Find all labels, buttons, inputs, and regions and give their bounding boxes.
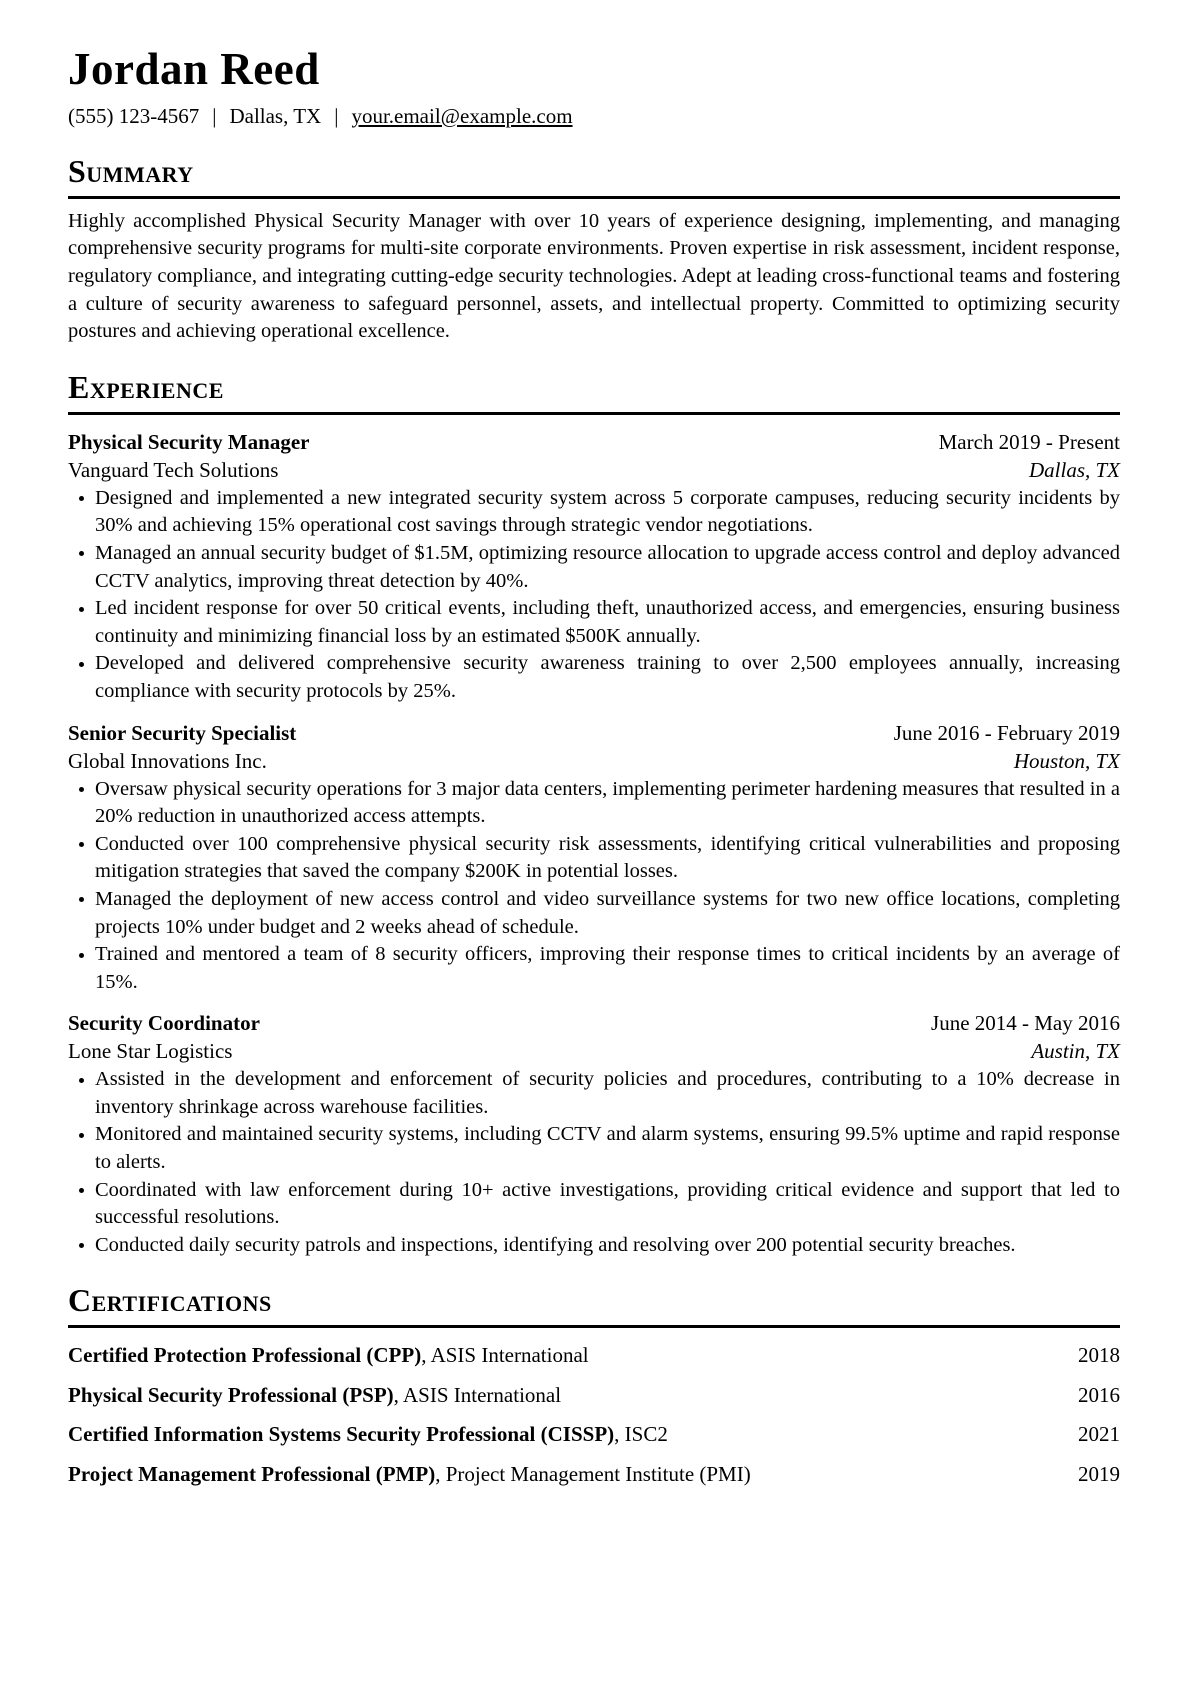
certification-issuer: ASIS International — [403, 1382, 562, 1407]
job-title-row — [68, 428, 1120, 456]
bullet-item: Coordinated with law enforcement during 10+ active investigations, providing critical evidence and support that led to successful resolutions. — [68, 1177, 1120, 1232]
location-text: Dallas, TX — [229, 103, 322, 128]
job-company: Global Innovations Inc. — [68, 748, 267, 773]
certification-name: Project Management Professional (PMP) — [68, 1461, 436, 1486]
certification-row — [68, 1342, 1120, 1369]
certification-label — [68, 1382, 561, 1409]
bullet-item: Led incident response for over 50 critical events, including theft, unauthorized access, and emergencies, ensuring business continuity and minimizing financial loss by an estimated $500K annually. — [68, 595, 1120, 650]
job-title: Security Coordinator — [68, 1011, 260, 1036]
job-entry — [68, 719, 1120, 997]
certifications-heading: Certifications — [68, 1281, 1120, 1328]
job-company-row — [68, 747, 1120, 775]
job-title: Physical Security Manager — [68, 429, 310, 454]
certification-separator: , — [435, 1461, 446, 1486]
section-summary — [68, 152, 1120, 346]
bullet-item: Designed and implemented a new integrated security system across 5 corporate campuses, reducing security incidents by 30% and achieving 15% operational cost savings through strategic vendor negotiations. — [68, 485, 1120, 540]
bullet-item: Assisted in the development and enforcement of security policies and procedures, contributing to a 10% decrease in inventory shrinkage across warehouse facilities. — [68, 1066, 1120, 1121]
header — [68, 44, 1120, 130]
certification-separator: , — [393, 1382, 404, 1407]
certification-row — [68, 1382, 1120, 1409]
job-entry — [68, 1009, 1120, 1259]
job-title: Senior Security Specialist — [68, 720, 297, 745]
certification-label — [68, 1421, 668, 1448]
certification-year: 2019 — [1078, 1461, 1120, 1486]
separator-bar: | — [334, 103, 339, 128]
job-title-row — [68, 1009, 1120, 1037]
certification-label — [68, 1342, 589, 1369]
job-company-row — [68, 456, 1120, 484]
job-location: Austin, TX — [1031, 1039, 1120, 1064]
certification-separator: , — [614, 1422, 625, 1447]
certification-issuer: Project Management Institute (PMI) — [445, 1461, 751, 1486]
job-company: Vanguard Tech Solutions — [68, 457, 279, 482]
section-experience — [68, 368, 1120, 1260]
job-dates: June 2014 - May 2016 — [931, 1011, 1120, 1036]
contact-line — [68, 102, 1120, 130]
bullet-item: Trained and mentored a team of 8 security officers, improving their response times to critical incidents by an average of 15%. — [68, 941, 1120, 996]
certification-label — [68, 1461, 751, 1488]
bullet-item: Managed an annual security budget of $1.5M, optimizing resource allocation to upgrade access control and deploy advanced CCTV analytics, improving threat detection by 40%. — [68, 540, 1120, 595]
job-location: Houston, TX — [1013, 748, 1120, 773]
summary-heading: Summary — [68, 152, 1120, 199]
bullet-item: Oversaw physical security operations for 3 major data centers, implementing perimeter hardening measures that resulted in a 20% reduction in unauthorized access attempts. — [68, 776, 1120, 831]
job-entry — [68, 428, 1120, 706]
job-title-row — [68, 719, 1120, 747]
bullet-item: Conducted over 100 comprehensive physical security risk assessments, identifying critical vulnerabilities and proposing mitigation strategies that saved the company $200K in potential losses. — [68, 831, 1120, 886]
summary-paragraph: Highly accomplished Physical Security Manager with over 10 years of experience designing, implementing, and managing comprehensive security programs for multi-site corporate environments. Proven expertise in risk assessment, incident response, regulatory compliance, and integrating cutting-edge security technologies. Adept at leading cross-functional teams and fostering a culture of security awareness to safeguard personnel, assets, and intellectual property. Committed to optimizing security postures and achieving operational excellence. — [68, 209, 1120, 343]
page-title: Jordan Reed — [68, 44, 320, 94]
certification-issuer: ASIS International — [430, 1343, 589, 1368]
certification-year: 2016 — [1078, 1382, 1120, 1407]
certification-row — [68, 1461, 1120, 1488]
certification-separator: , — [421, 1343, 431, 1368]
certification-name: Physical Security Professional (PSP) — [68, 1382, 394, 1407]
bullet-item: Developed and delivered comprehensive security awareness training to over 2,500 employees annually, increasing compliance with security protocols by 25%. — [68, 650, 1120, 705]
job-location: Dallas, TX — [1028, 457, 1120, 482]
bullet-item: Conducted daily security patrols and inspections, identifying and resolving over 200 potential security breaches. — [68, 1232, 1120, 1260]
job-company: Lone Star Logistics — [68, 1039, 233, 1064]
job-bullets — [68, 776, 1120, 997]
separator-bar: | — [212, 103, 217, 128]
section-certifications — [68, 1281, 1120, 1488]
certification-row — [68, 1421, 1120, 1448]
job-bullets — [68, 1066, 1120, 1259]
certification-name: Certified Information Systems Security Professional (CISSP) — [68, 1422, 615, 1447]
certification-name: Certified Protection Professional (CPP) — [68, 1343, 422, 1368]
job-dates: March 2019 - Present — [938, 429, 1120, 454]
certification-year: 2021 — [1078, 1422, 1120, 1447]
phone-text: (555) 123-4567 — [68, 103, 200, 128]
bullet-item: Managed the deployment of new access control and video surveillance systems for two new office locations, completing projects 10% under budget and 2 weeks ahead of schedule. — [68, 886, 1120, 941]
certification-issuer: ISC2 — [624, 1422, 668, 1447]
email-link[interactable]: your.email@example.com — [351, 103, 573, 128]
experience-heading: Experience — [68, 368, 1120, 415]
job-bullets — [68, 485, 1120, 706]
job-company-row — [68, 1037, 1120, 1065]
job-dates: June 2016 - February 2019 — [893, 720, 1120, 745]
certification-year: 2018 — [1078, 1343, 1120, 1368]
bullet-item: Monitored and maintained security systems, including CCTV and alarm systems, ensuring 99.5% uptime and rapid response to alerts. — [68, 1121, 1120, 1176]
